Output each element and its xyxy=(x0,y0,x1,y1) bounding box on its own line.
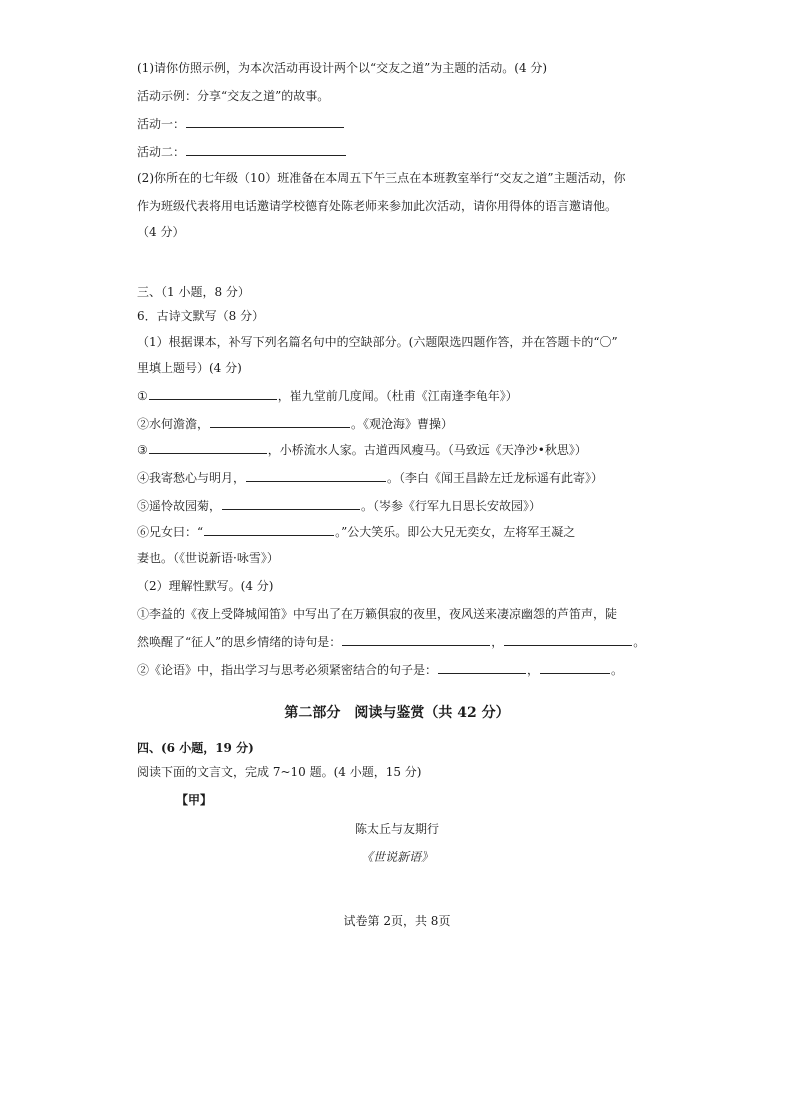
poem-item-before: 遥怜故园菊， xyxy=(149,499,222,513)
sub2-q1-text: 然唤醒了“征人”的思乡情绪的诗句是： xyxy=(137,635,342,649)
poem-item-4 xyxy=(137,470,603,486)
comma: ， xyxy=(491,635,504,649)
poem-blank[interactable] xyxy=(342,634,490,646)
page-footer: 试卷第 2页，共 8页 xyxy=(343,914,451,928)
sub2-q2-text: ②《论语》中，指出学习与思考必须紧密结合的句子是： xyxy=(137,663,438,677)
section-4-heading: 四、(6 小题，19 分) xyxy=(137,741,254,755)
text-tag-jia: 【甲】 xyxy=(176,793,213,807)
poem-item-after: 。（岑参《行军九日思长安故园》） xyxy=(361,499,542,513)
poem-item-after: 。（李白《闻王昌龄左迁龙标遥有此寄》） xyxy=(387,471,604,485)
text-title: 陈太丘与友期行 xyxy=(354,822,439,836)
poem-item-num: ④ xyxy=(137,471,150,485)
poem-blank[interactable] xyxy=(222,498,360,510)
activity-example: 活动示例：分享“交友之道”的故事。 xyxy=(137,89,330,103)
reading-instruction: 阅读下面的文言文，完成 7~10 题。(4 小题，15 分) xyxy=(137,765,422,779)
section-3-heading: 三、（1 小题，8 分） xyxy=(137,285,250,299)
poem-item-after: ，崔九堂前几度闻。（杜甫《江南逢李龟年》） xyxy=(277,389,518,403)
sub1-instruction-line1: （1）根据课本，补写下列名篇名句中的空缺部分。(六题限选四题作答，并在答题卡的“〇” xyxy=(137,335,618,349)
poem-item-6-cont: 妻也。（《世说新语·咏雪》） xyxy=(137,551,279,565)
poem-item-3 xyxy=(137,442,587,458)
poem-blank[interactable] xyxy=(246,470,386,482)
activity-1-blank[interactable] xyxy=(186,116,344,128)
sub2-title: （2）理解性默写。(4 分) xyxy=(137,579,274,593)
sub2-q2-line xyxy=(137,662,623,678)
sub2-q1-line1: ①李益的《夜上受降城闻笛》中写出了在万籁俱寂的夜里，夜风送来凄凉幽怨的芦笛声，陡 xyxy=(137,607,618,621)
poem-blank[interactable] xyxy=(204,524,334,536)
period: 。 xyxy=(611,663,624,677)
period: 。 xyxy=(633,635,646,649)
poem-blank[interactable] xyxy=(149,442,267,454)
question-invitation-score: （4 分） xyxy=(137,225,185,239)
poem-item-2 xyxy=(137,416,453,432)
question-6-title: 6．古诗文默写（8 分） xyxy=(137,309,265,323)
poem-item-after: 。”公大笑乐。即公大兄无奕女，左将军王凝之 xyxy=(335,525,576,539)
question-activity-design: (1)请你仿照示例，为本次活动再设计两个以“交友之道”为主题的活动。(4 分) xyxy=(137,61,548,75)
poem-item-num: ① xyxy=(137,389,148,403)
poem-item-after: 。《观沧海》曹操） xyxy=(351,417,454,431)
poem-blank[interactable] xyxy=(504,634,632,646)
poem-item-5 xyxy=(137,498,541,514)
poem-item-num: ⑥ xyxy=(137,525,150,539)
poem-item-num: ⑤ xyxy=(137,499,150,513)
activity-1-line xyxy=(137,116,345,132)
poem-blank[interactable] xyxy=(438,662,526,674)
poem-item-before: 我寄愁心与明月， xyxy=(149,471,246,485)
poem-item-num: ③ xyxy=(137,443,148,457)
poem-blank[interactable] xyxy=(210,416,350,428)
activity-2-line xyxy=(137,144,347,160)
part-2-heading: 第二部分 阅读与鉴赏（共 42 分） xyxy=(284,705,510,721)
activity-2-label: 活动二： xyxy=(137,145,186,159)
poem-item-1 xyxy=(137,388,518,404)
poem-item-num: ② xyxy=(137,417,150,431)
poem-blank[interactable] xyxy=(540,662,610,674)
sub2-q1-line2 xyxy=(137,634,645,650)
question-invitation-line2: 作为班级代表将用电话邀请学校德育处陈老师来参加此次活动，请你用得体的语言邀请他。 xyxy=(137,199,618,213)
poem-item-after: ，小桥流水人家。古道西风瘦马。（马致远《天净沙•秋思》） xyxy=(267,443,587,457)
activity-1-label: 活动一： xyxy=(137,117,186,131)
sub1-instruction-line2: 里填上题号）(4 分) xyxy=(137,361,242,375)
poem-blank[interactable] xyxy=(149,388,277,400)
text-source: 《世说新语》 xyxy=(360,850,433,864)
poem-item-before: 兄女曰：“ xyxy=(149,525,204,539)
poem-item-before: 水何澹澹， xyxy=(149,417,210,431)
activity-2-blank[interactable] xyxy=(186,144,346,156)
question-invitation-line1: (2)你所在的七年级（10）班准备在本周五下午三点在本班教室举行“交友之道”主题活动，你 xyxy=(137,171,626,185)
poem-item-6 xyxy=(137,524,575,540)
comma: ， xyxy=(527,663,540,677)
